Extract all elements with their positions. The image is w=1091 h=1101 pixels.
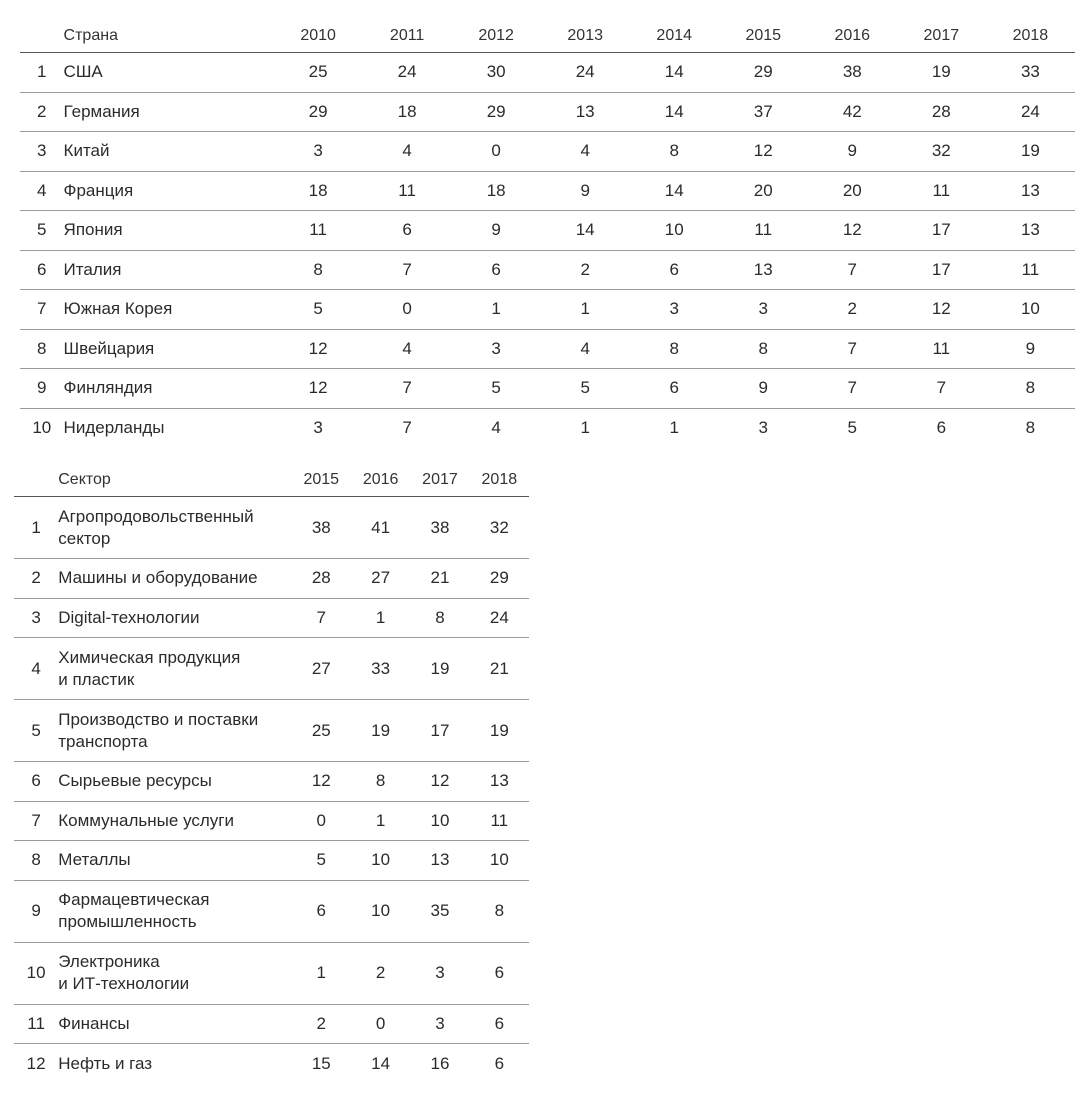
country-value: 3 [630, 290, 719, 330]
sector-row [14, 700, 529, 762]
countries-year-header: 2012 [452, 20, 541, 53]
sector-value: 12 [410, 762, 469, 802]
country-rank: 7 [20, 290, 64, 330]
sector-name [58, 559, 291, 599]
country-value: 6 [630, 250, 719, 290]
countries-index-header [20, 20, 64, 53]
sector-rank: 1 [14, 497, 58, 559]
sector-value: 19 [410, 638, 469, 700]
sectors-table [14, 464, 529, 1083]
sector-value: 38 [410, 497, 469, 559]
country-value: 17 [897, 211, 986, 251]
country-value: 20 [719, 171, 808, 211]
country-row [20, 369, 1075, 409]
sectors-table-body [14, 497, 529, 1084]
sector-value: 10 [410, 801, 469, 841]
sectors-year-header: 2015 [292, 464, 351, 497]
country-rank: 6 [20, 250, 64, 290]
sector-name-line: транспорта [58, 731, 148, 751]
country-row [20, 92, 1075, 132]
sector-name [58, 598, 291, 638]
country-value: 12 [897, 290, 986, 330]
sector-value: 25 [292, 700, 351, 762]
countries-header-row [20, 20, 1075, 53]
country-name: Швейцария [64, 329, 274, 369]
sector-row [14, 1004, 529, 1044]
country-value: 8 [274, 250, 363, 290]
sector-row [14, 638, 529, 700]
sector-name-line: промышленность [58, 912, 197, 931]
sector-value: 1 [351, 801, 410, 841]
country-value: 9 [719, 369, 808, 409]
country-value: 4 [491, 418, 501, 437]
sector-value: 8 [351, 762, 410, 802]
country-row [20, 290, 1075, 330]
country-value: 13 [986, 171, 1075, 211]
sectors-year-header: 2017 [410, 464, 469, 497]
sector-value: 19 [470, 700, 529, 762]
sector-row [14, 942, 529, 1004]
sector-value: 2 [351, 942, 410, 1004]
sector-value: 12 [292, 762, 351, 802]
country-value: 19 [986, 132, 1075, 172]
country-value: 10 [986, 290, 1075, 330]
country-value: 11 [897, 329, 986, 369]
country-value: 1 [452, 290, 541, 330]
sector-rank: 4 [14, 638, 58, 700]
country-value: 37 [719, 92, 808, 132]
country-row [20, 53, 1075, 93]
sector-rank: 8 [14, 841, 58, 881]
country-rank: 4 [20, 171, 64, 211]
country-row [20, 211, 1075, 251]
country-value: 5 [274, 290, 363, 330]
countries-table [20, 20, 1075, 448]
sector-rank: 10 [14, 942, 58, 1004]
sector-value: 6 [292, 880, 351, 942]
country-value: 13 [541, 92, 630, 132]
sector-name [58, 638, 291, 700]
sector-name [58, 1044, 291, 1084]
country-row [20, 132, 1075, 172]
countries-year-header: 2015 [719, 20, 808, 53]
country-rank: 8 [20, 329, 64, 369]
sector-name-line: Фармацевтическая [58, 890, 210, 909]
sector-name [58, 801, 291, 841]
country-name: Франция [64, 171, 274, 211]
sector-value: 5 [292, 841, 351, 881]
country-value: 11 [986, 250, 1075, 290]
country-value: 38 [808, 53, 897, 93]
country-name: США [64, 53, 274, 93]
country-value: 29 [274, 92, 363, 132]
sector-value: 8 [470, 880, 529, 942]
country-row [20, 171, 1075, 211]
sector-value: 33 [351, 638, 410, 700]
country-value: 24 [363, 53, 452, 93]
country-name: Нидерланды [63, 418, 165, 437]
country-value: 7 [402, 418, 412, 437]
country-value: 32 [897, 132, 986, 172]
country-value: 13 [719, 250, 808, 290]
country-value: 8 [986, 369, 1075, 409]
sector-name-line: Агропродовольственный [58, 506, 254, 526]
sectors-index-header [14, 464, 58, 497]
sector-rank: 7 [14, 801, 58, 841]
sector-value: 13 [470, 762, 529, 802]
sector-rank: 12 [26, 1053, 46, 1073]
country-value: 1 [541, 290, 630, 330]
countries-year-header: 2010 [274, 20, 363, 53]
country-value: 1 [580, 418, 590, 437]
country-value: 12 [274, 369, 363, 409]
sector-value: 14 [371, 1053, 391, 1073]
country-value: 12 [719, 132, 808, 172]
country-value: 3 [313, 418, 323, 437]
sector-value: 15 [311, 1053, 331, 1073]
country-row [20, 250, 1075, 290]
sector-value: 6 [470, 1004, 529, 1044]
country-value: 0 [363, 290, 452, 330]
sector-value: 11 [470, 801, 529, 841]
sector-value: 2 [292, 1004, 351, 1044]
sector-rank: 6 [14, 762, 58, 802]
country-value: 4 [541, 132, 630, 172]
countries-name-header: Страна [64, 20, 274, 53]
countries-year-header: 2014 [630, 20, 719, 53]
sector-name-line: Машины и оборудование [58, 568, 258, 588]
sector-value: 6 [470, 942, 529, 1004]
sector-name [58, 841, 291, 881]
sector-name [58, 762, 291, 802]
sector-value: 29 [470, 559, 529, 599]
country-value: 4 [363, 329, 452, 369]
country-value: 11 [363, 171, 452, 211]
country-row [20, 408, 1075, 448]
sector-row [14, 841, 529, 881]
sector-value: 10 [351, 880, 410, 942]
country-value: 7 [363, 369, 452, 409]
sector-value: 32 [470, 497, 529, 559]
sector-name-line: Химическая продукция [58, 647, 241, 667]
country-value: 18 [363, 92, 452, 132]
sector-name-line: Digital-технологии [58, 607, 200, 627]
country-value: 20 [808, 171, 897, 211]
country-value: 6 [936, 418, 947, 437]
country-value: 5 [847, 418, 858, 437]
sector-name [58, 1004, 291, 1044]
country-value: 8 [630, 329, 719, 369]
sectors-year-header: 2016 [351, 464, 410, 497]
sector-value: 0 [292, 801, 351, 841]
country-value: 11 [897, 171, 986, 211]
country-value: 6 [363, 211, 452, 251]
sector-name-line: Металлы [58, 850, 131, 870]
sector-value: 17 [410, 700, 469, 762]
country-value: 5 [541, 369, 630, 409]
sector-value: 1 [292, 942, 351, 1004]
country-value: 6 [452, 250, 541, 290]
country-value: 14 [630, 53, 719, 93]
country-rank: 3 [20, 132, 64, 172]
sector-name-line: Коммунальные услуги [58, 810, 235, 830]
country-rank: 10 [32, 418, 52, 437]
sector-value: 27 [292, 638, 351, 700]
sector-value: 19 [351, 700, 410, 762]
country-value: 7 [808, 250, 897, 290]
country-value: 7 [808, 329, 897, 369]
sector-row [14, 497, 529, 559]
country-value: 29 [719, 53, 808, 93]
sector-row [14, 801, 529, 841]
sector-value: 27 [351, 559, 410, 599]
sector-rank: 2 [14, 559, 58, 599]
country-value: 3 [758, 418, 768, 437]
sector-value: 7 [292, 598, 351, 638]
country-name: Германия [64, 92, 274, 132]
sector-name-line: Нефть и газ [58, 1053, 153, 1073]
country-value: 42 [808, 92, 897, 132]
sector-value: 10 [470, 841, 529, 881]
countries-year-header: 2017 [897, 20, 986, 53]
country-value: 9 [452, 211, 541, 251]
country-value: 7 [363, 250, 452, 290]
sector-name-line: Электроника [58, 952, 160, 971]
countries-year-header: 2018 [986, 20, 1075, 53]
country-rank: 5 [20, 211, 64, 251]
country-value: 18 [274, 171, 363, 211]
sector-value: 28 [292, 559, 351, 599]
countries-year-header: 2016 [808, 20, 897, 53]
sector-row [14, 762, 529, 802]
country-value: 8 [1025, 418, 1036, 437]
country-value: 28 [897, 92, 986, 132]
country-value: 25 [274, 53, 363, 93]
sector-value: 38 [292, 497, 351, 559]
countries-table-body [20, 53, 1075, 448]
sector-value: 21 [410, 559, 469, 599]
sector-value: 16 [430, 1053, 450, 1073]
country-value: 8 [630, 132, 719, 172]
sector-name [58, 700, 291, 762]
sector-name-line: сектор [58, 528, 111, 548]
country-row [20, 329, 1075, 369]
country-value: 3 [452, 329, 541, 369]
country-name: Финляндия [64, 369, 274, 409]
country-value: 24 [541, 53, 630, 93]
sector-rank: 5 [14, 700, 58, 762]
sector-row [14, 880, 529, 942]
sector-name-line: и ИТ-технологии [58, 974, 190, 993]
sector-name-line: Сырьевые ресурсы [58, 771, 212, 791]
country-value: 14 [630, 92, 719, 132]
country-value: 3 [719, 290, 808, 330]
country-value: 24 [986, 92, 1075, 132]
sector-row [14, 598, 529, 638]
country-value: 2 [541, 250, 630, 290]
country-rank: 2 [20, 92, 64, 132]
country-value: 11 [274, 211, 363, 251]
country-value: 11 [719, 211, 808, 251]
sector-name [58, 880, 291, 942]
country-value: 10 [630, 211, 719, 251]
country-value: 12 [274, 329, 363, 369]
sector-name-line: и пластик [58, 669, 135, 689]
country-rank: 9 [20, 369, 64, 409]
sector-name [58, 497, 291, 559]
country-value: 7 [808, 369, 897, 409]
sectors-name-header: Сектор [58, 464, 291, 497]
country-value: 9 [808, 132, 897, 172]
country-value: 7 [897, 369, 986, 409]
country-name: Южная Корея [64, 290, 274, 330]
country-value: 29 [452, 92, 541, 132]
sector-value: 21 [470, 638, 529, 700]
country-value: 2 [808, 290, 897, 330]
country-value: 14 [541, 211, 630, 251]
country-value: 33 [986, 53, 1075, 93]
country-value: 4 [541, 329, 630, 369]
sectors-header-row [14, 464, 529, 497]
sector-value: 13 [410, 841, 469, 881]
country-value: 0 [452, 132, 541, 172]
country-value: 3 [274, 132, 363, 172]
country-value: 8 [719, 329, 808, 369]
sector-value: 10 [351, 841, 410, 881]
countries-year-header: 2011 [363, 20, 452, 53]
sector-name-line: Производство и поставки [58, 709, 259, 729]
country-value: 4 [363, 132, 452, 172]
country-value: 17 [897, 250, 986, 290]
country-value: 5 [452, 369, 541, 409]
sector-value: 3 [410, 942, 469, 1004]
sector-rank: 11 [14, 1004, 58, 1044]
sector-value: 35 [410, 880, 469, 942]
country-value: 13 [986, 211, 1075, 251]
sector-rank: 3 [14, 598, 58, 638]
sector-row [14, 559, 529, 599]
sectors-year-header: 2018 [470, 464, 529, 497]
country-name: Италия [64, 250, 274, 290]
sector-row [14, 1044, 529, 1084]
country-value: 14 [630, 171, 719, 211]
sector-value: 24 [470, 598, 529, 638]
country-value: 19 [897, 53, 986, 93]
sector-name [58, 942, 291, 1004]
country-rank: 1 [20, 53, 64, 93]
country-value: 12 [808, 211, 897, 251]
country-value: 9 [986, 329, 1075, 369]
country-name: Япония [64, 211, 274, 251]
sector-value: 1 [351, 598, 410, 638]
sector-value: 3 [410, 1004, 469, 1044]
sector-value: 0 [351, 1004, 410, 1044]
sector-name-line: Финансы [58, 1013, 130, 1033]
countries-year-header: 2013 [541, 20, 630, 53]
country-value: 1 [669, 418, 679, 437]
country-value: 9 [541, 171, 630, 211]
sector-value: 6 [494, 1053, 505, 1073]
sector-value: 41 [351, 497, 410, 559]
sector-rank: 9 [14, 880, 58, 942]
sector-value: 8 [410, 598, 469, 638]
country-name: Китай [64, 132, 274, 172]
country-value: 6 [630, 369, 719, 409]
country-value: 18 [452, 171, 541, 211]
country-value: 30 [452, 53, 541, 93]
